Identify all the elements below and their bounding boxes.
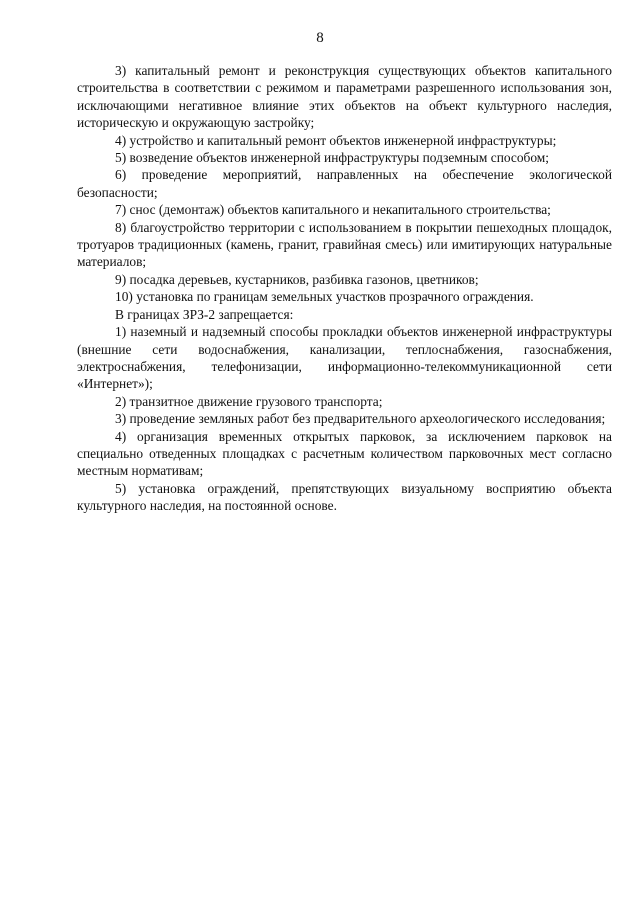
- paragraph: 5) возведение объектов инженерной инфраструктуры подземным способом;: [115, 150, 549, 166]
- paragraph: 4) устройство и капитальный ремонт объектов инженерной инфраструктуры;: [115, 132, 557, 148]
- paragraph: 4) организация временных открытых парковок, за исключением парковок на специально отведенных площадках с расчетным количеством парковочных мест согласно местным нормативам;: [77, 428, 612, 479]
- document-body: [77, 62, 612, 515]
- paragraph: 3) капитальный ремонт и реконструкция существующих объектов капитального строительства в соответствии с режимом и параметрами разрешенного использования зон, исключающими негативное влияние этих объектов на объект культурного наследия, историческую и окружающую застройку;: [77, 63, 612, 131]
- paragraph: 5) установка ограждений, препятствующих визуальному восприятию объекта культурного наследия, на постоянной основе.: [77, 480, 612, 514]
- paragraph: 10) установка по границам земельных участков прозрачного ограждения.: [115, 289, 534, 305]
- paragraph: 6) проведение мероприятий, направленных на обеспечение экологической безопасности;: [77, 167, 612, 200]
- paragraph: 3) проведение земляных работ без предварительного археологического исследования;: [115, 411, 606, 427]
- page-number: 8: [316, 30, 324, 46]
- paragraph: 9) посадка деревьев, кустарников, разбивка газонов, цветников;: [115, 271, 479, 287]
- paragraph: 8) благоустройство территории с использованием в покрытии пешеходных площадок, тротуаров традиционных (камень, гранит, гравийная смесь) или имитирующих натуральные материалов;: [77, 219, 612, 270]
- section-heading: В границах ЗРЗ-2 запрещается:: [115, 306, 294, 322]
- paragraph: 2) транзитное движение грузового транспорта;: [115, 393, 383, 409]
- paragraph: 7) снос (демонтаж) объектов капитального и некапитального строительства;: [115, 202, 551, 218]
- paragraph: 1) наземный и надземный способы прокладки объектов инженерной инфраструктуры (внешние сети водоснабжения, канализации, теплоснабжения, газоснабжения, электроснабжения, телефонизации, информационно-телекоммуникационной сети «Интернет»);: [77, 324, 612, 392]
